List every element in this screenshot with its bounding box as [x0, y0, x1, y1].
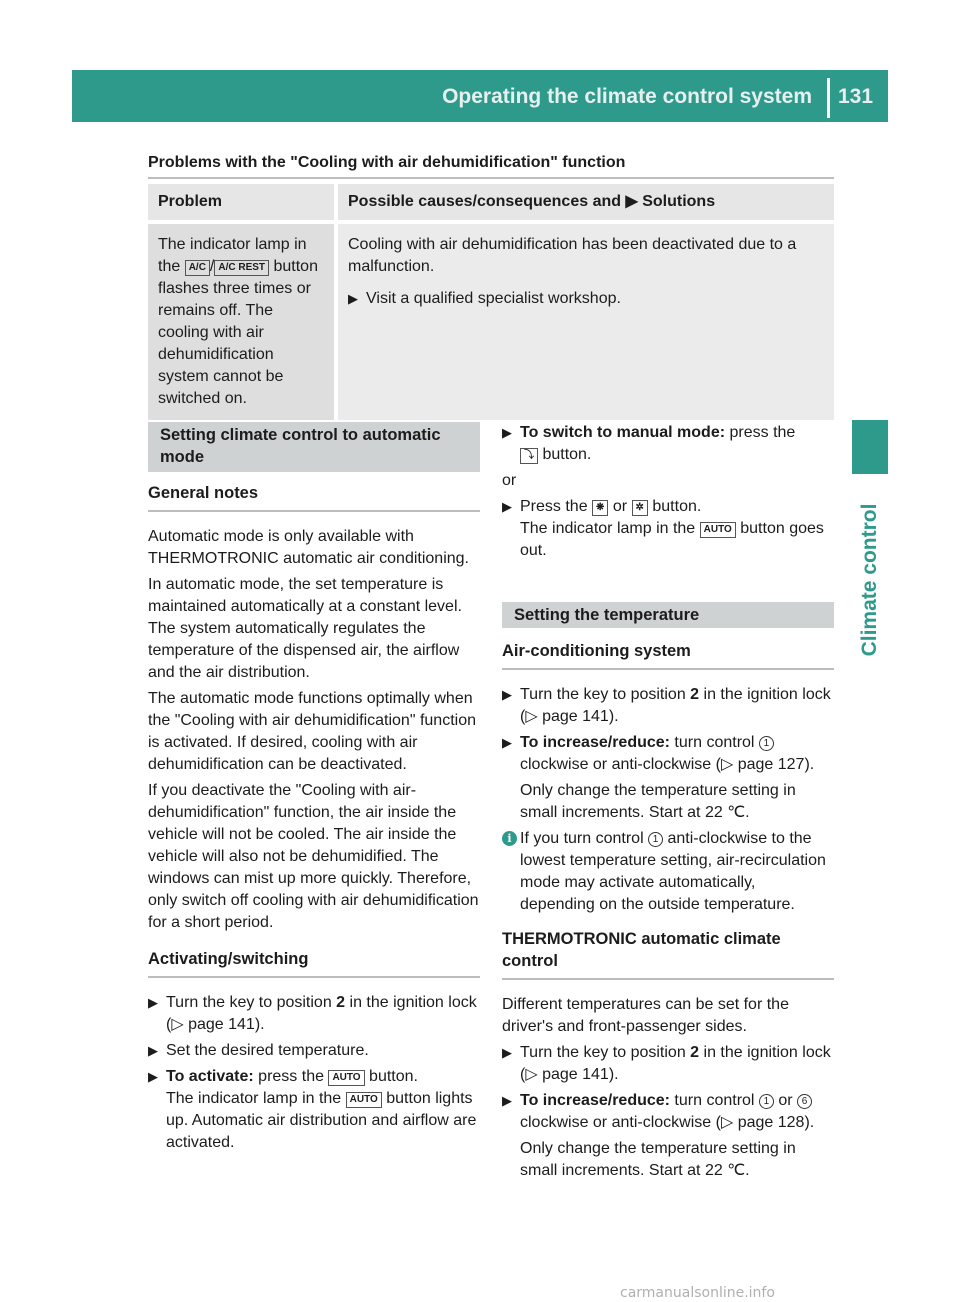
thermotronic-heading: THERMOTRONIC automatic climate control [502, 930, 781, 970]
step-text: press the [253, 1068, 329, 1085]
step-text: in the ignition lock ( [166, 994, 477, 1033]
problems-table [148, 184, 834, 420]
step-text: turn control [669, 1092, 759, 1109]
header-divider [827, 78, 830, 118]
step-text: button. [538, 446, 592, 463]
problem-cell: The indicator lamp in the A/C / A/C REST button flashes three times or remains off. The cooling with air dehumidification system cannot be switched on. [148, 224, 338, 420]
step-arrow-icon: ▶ [502, 499, 512, 514]
heading-rule [502, 668, 834, 670]
page-reference: page 141). [188, 1016, 265, 1033]
position-value: 2 [336, 994, 346, 1011]
step-arrow-icon: ▶ [502, 425, 512, 440]
side-tab-label: Climate control [858, 503, 881, 657]
solution-cell [338, 224, 834, 420]
header-bar [72, 70, 888, 122]
page-reference: page 128). [737, 1114, 815, 1131]
step-note: Only change the temperature setting in small increments. Start at 22 ℃. [520, 782, 796, 821]
step-arrow-icon: ▶ [502, 1045, 512, 1060]
paragraph: Automatic mode is only available with THERMOTRONIC automatic air conditioning. [148, 528, 469, 567]
step-text: Turn the key to position [520, 686, 691, 703]
instruction-step [502, 422, 834, 466]
play-arrow-icon: ▶ [625, 193, 643, 210]
ac-rest-button-icon: A/C REST [214, 260, 269, 276]
instruction-step [502, 684, 834, 728]
step-text: clockwise or anti-clockwise ( [520, 1114, 721, 1131]
auto-button-icon: AUTO [346, 1092, 382, 1108]
instruction-step [148, 1066, 480, 1154]
solution-step [348, 288, 824, 310]
step-label: To switch to manual mode: [520, 424, 726, 441]
step-text: Press the [520, 498, 593, 515]
page-ref-icon: ▷ [720, 1114, 734, 1131]
column-header-solutions-suffix: Solutions [642, 193, 716, 210]
problem-text-b: button flashes three times or remains off. The cooling with air dehumidification system cannot be switched on. [158, 258, 318, 407]
aircon-heading: Air-conditioning system [502, 642, 691, 660]
info-note [502, 828, 834, 916]
air-distribution-button-icon: ⤵ [520, 448, 538, 464]
step-text: press the [725, 424, 796, 441]
step-text: clockwise or anti-clockwise ( [520, 756, 721, 773]
control-1-icon: 1 [759, 1094, 774, 1109]
table-header-row [148, 184, 834, 224]
step-arrow-icon: ▶ [502, 687, 512, 702]
step-text: The indicator lamp in the [166, 1090, 346, 1107]
problem-text-a: The indicator lamp in the [158, 236, 307, 275]
page-number: 131 [838, 85, 874, 108]
step-text: The indicator lamp in the [520, 520, 700, 537]
instruction-step [148, 1040, 480, 1062]
control-1-icon: 1 [648, 832, 663, 847]
control-6-icon: 6 [797, 1094, 812, 1109]
step-text: Set the desired temperature. [166, 1042, 369, 1059]
column-header-solutions-text: Possible causes/consequences and [348, 193, 626, 210]
column-header-solutions [338, 184, 834, 224]
paragraph: The automatic mode functions optimally when the "Cooling with air dehumidification" function is activated. If desired, cooling with air dehumidification can be deactivated. [148, 690, 476, 773]
page-ref-icon: ▷ [525, 708, 538, 725]
table-row [148, 224, 834, 420]
step-arrow-icon: ▶ [502, 735, 512, 750]
step-arrow-icon: ▶ [348, 291, 358, 306]
column-header-problem: Problem [148, 184, 338, 224]
info-icon: i [502, 831, 517, 846]
step-label: To increase/reduce: [520, 734, 670, 751]
position-value: 2 [690, 686, 700, 703]
step-text: button. [364, 1068, 418, 1085]
left-column [148, 422, 480, 1158]
paragraph: If you deactivate the "Cooling with air-dehumidification" function, the air inside the vehicle will not be cooled. The air inside the vehicle will also not be dehumidified. The windows can mist up more quickly. Therefore, only switch off cooling with air dehumidification for a short period. [148, 782, 479, 931]
control-1-icon: 1 [759, 736, 774, 751]
general-notes-heading: General notes [148, 484, 259, 502]
step-text: button lights up. Automatic air distribution and airflow are activated. [166, 1090, 477, 1151]
position-value: 2 [690, 1044, 700, 1061]
problems-section-title: Problems with the "Cooling with air dehumidification" function [148, 154, 626, 171]
fan-low-button-icon: ❋ [592, 500, 608, 516]
instruction-step [502, 496, 834, 562]
step-arrow-icon: ▶ [502, 1093, 512, 1108]
instruction-step [502, 1042, 834, 1086]
page-reference: page 141). [542, 1066, 619, 1083]
cause-text: Cooling with air dehumidification has been deactivated due to a malfunction. [348, 236, 797, 275]
step-label: To activate: [166, 1068, 254, 1085]
step-text: Turn the key to position [166, 994, 337, 1011]
info-text: anti-clockwise to the lowest temperature setting, air-recirculation mode may activate automatically, depending on the outside temperature. [520, 830, 826, 913]
heading-rule [148, 510, 480, 512]
step-text: in the ignition lock ( [520, 1044, 831, 1083]
paragraph: Different temperatures can be set for the driver's and front-passenger sides. [502, 996, 789, 1035]
section-rule [148, 177, 834, 179]
auto-button-icon: AUTO [328, 1070, 364, 1086]
heading-rule [502, 978, 834, 980]
heading-rule [148, 976, 480, 978]
step-text: in the ignition lock ( [520, 686, 831, 725]
ac-button-icon: A/C [185, 260, 210, 276]
step-text: button goes out. [520, 520, 824, 559]
watermark: carmanualsonline.info [620, 1285, 775, 1301]
auto-mode-heading: Setting climate control to automatic mode [148, 422, 480, 472]
info-text: If you turn control [520, 830, 649, 847]
page-ref-icon: ▷ [525, 1066, 538, 1083]
page-ref-icon: ▷ [171, 1016, 184, 1033]
page-ref-icon: ▷ [720, 756, 734, 773]
side-tab-marker [852, 420, 888, 474]
right-column [502, 422, 834, 1186]
instruction-step [502, 1090, 834, 1134]
step-arrow-icon: ▶ [148, 995, 158, 1010]
page-reference: page 141). [542, 708, 619, 725]
step-text: Turn the key to position [520, 1044, 691, 1061]
or-text: or [502, 472, 517, 489]
step-note: Only change the temperature setting in small increments. Start at 22 ℃. [520, 1140, 796, 1179]
instruction-step [502, 732, 834, 776]
step-text: button. [647, 498, 702, 515]
side-tab [844, 480, 896, 680]
step-text: turn control [669, 734, 759, 751]
fan-high-button-icon: ✲ [632, 500, 648, 516]
step-arrow-icon: ▶ [148, 1043, 158, 1058]
step-arrow-icon: ▶ [148, 1069, 158, 1084]
temperature-heading: Setting the temperature [502, 602, 834, 628]
step-text: or [608, 498, 632, 515]
step-label: To increase/reduce: [520, 1092, 670, 1109]
auto-button-icon: AUTO [700, 522, 736, 538]
page-reference: page 127). [737, 756, 815, 773]
page-title: Operating the climate control system [442, 85, 812, 108]
instruction-step [148, 992, 480, 1036]
paragraph: In automatic mode, the set temperature is maintained automatically at a constant level. The system automatically regulates the temperature of the dispensed air, the airflow and the air distribution. [148, 576, 462, 681]
solution-text: Visit a qualified specialist workshop. [366, 290, 621, 307]
step-text: or [773, 1092, 798, 1109]
activating-heading: Activating/switching [148, 950, 309, 968]
